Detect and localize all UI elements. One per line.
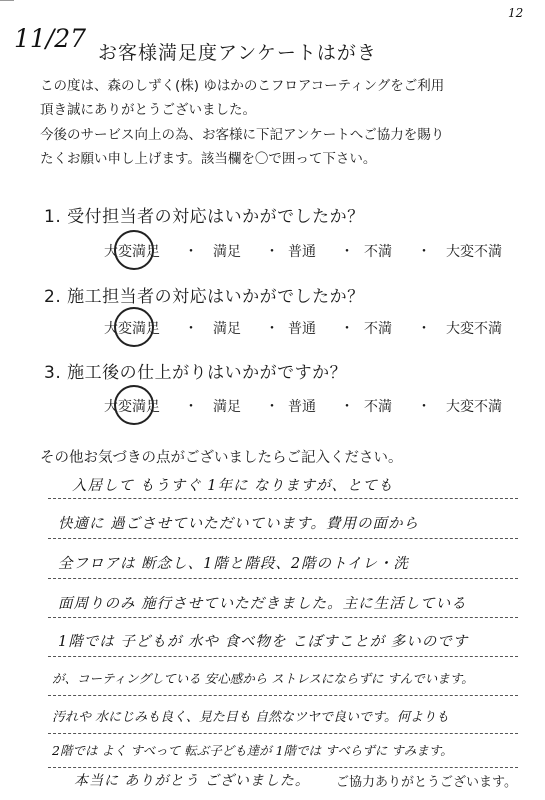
option-satisfied[interactable]: 満足: [213, 399, 241, 415]
option-satisfied[interactable]: 満足: [213, 321, 241, 337]
option-dissatisfied[interactable]: 不満: [364, 244, 392, 260]
option-separator: ・: [417, 399, 431, 415]
option-separator: ・: [265, 244, 279, 260]
handwritten-comment-line: 入居して もうすぐ 1年に なりますが、とても: [72, 478, 394, 494]
option-separator: ・: [265, 399, 279, 415]
question-2-label: 2. 施工担当者の対応はいかがでしたか？: [44, 287, 365, 307]
option-separator: ・: [184, 244, 198, 260]
option-separator: ・: [340, 399, 354, 415]
handwritten-comment-line: 2階では よく すべって 転ぶ子ども達が 1階では すべらずに すみます。: [52, 743, 453, 758]
handwritten-comment-line: 本当に ありがとう ございました。: [74, 773, 310, 789]
handwritten-comment-line: 全フロアは 断念し、1階と階段、2階のトイレ・洗: [58, 556, 409, 572]
option-neutral[interactable]: 普通: [288, 321, 316, 337]
writing-line: [48, 538, 518, 539]
option-separator: ・: [340, 244, 354, 260]
writing-line: [48, 617, 518, 618]
handwritten-comment-line: 面周りのみ 施行させていただきました。主に生活している: [58, 596, 467, 612]
thanks-note: ご協力ありがとうございます。: [336, 775, 517, 790]
handwritten-page-number: 12: [508, 6, 524, 20]
question-1-label: 1. 受付担当者の対応はいかがでしたか？: [44, 207, 365, 227]
handwritten-date: 11/27: [14, 24, 87, 53]
option-very-satisfied[interactable]: 大変満足: [104, 399, 160, 415]
writing-line: [48, 656, 518, 657]
option-very-dissatisfied[interactable]: 大変不満: [446, 399, 502, 415]
writing-line: [48, 498, 518, 499]
writing-line: [48, 695, 518, 696]
option-very-satisfied[interactable]: 大変満足: [104, 244, 160, 260]
handwritten-comment-line: 快適に 過ごさせていただいています。費用の面から: [58, 516, 419, 532]
intro-line-4: たくお願い申し上げます。該当欄を〇で囲って下さい。: [40, 151, 377, 167]
selection-circle: [114, 385, 154, 425]
option-separator: ・: [340, 321, 354, 337]
option-neutral[interactable]: 普通: [288, 244, 316, 260]
writing-line: [48, 578, 518, 579]
handwritten-comment-line: 1階では 子どもが 水や 食べ物を こぼすことが 多いのです: [58, 634, 469, 650]
option-neutral[interactable]: 普通: [288, 399, 316, 415]
option-very-satisfied[interactable]: 大変満足: [104, 321, 160, 337]
page-title: お客様満足度アンケートはがき: [98, 42, 377, 64]
handwritten-comment-line: 汚れや 水にじみも良く、見た目も 自然なツヤで良いです。何よりも: [52, 710, 449, 725]
writing-line: [48, 733, 518, 734]
option-separator: ・: [417, 244, 431, 260]
option-very-dissatisfied[interactable]: 大変不満: [446, 321, 502, 337]
option-separator: ・: [265, 321, 279, 337]
handwritten-comment-line: が、コーティングしている 安心感から ストレスにならずに すんでいます。: [52, 671, 474, 686]
option-very-dissatisfied[interactable]: 大変不満: [446, 244, 502, 260]
intro-line-1: この度は、森のしずく(株) ゆはかのこフロアコーティングをご利用: [40, 78, 445, 94]
option-satisfied[interactable]: 満足: [213, 244, 241, 260]
option-separator: ・: [417, 321, 431, 337]
option-dissatisfied[interactable]: 不満: [364, 321, 392, 337]
intro-line-3: 今後のサービス向上の為、お客様に下記アンケートへご協力を賜り: [40, 127, 445, 143]
selection-circle: [114, 307, 154, 347]
comments-label: その他お気づきの点がございましたらご記入ください。: [40, 450, 403, 466]
option-separator: ・: [184, 321, 198, 337]
intro-line-2: 頂き誠にありがとうございました。: [40, 102, 256, 118]
question-3-label: 3. 施工後の仕上がりはいかがですか？: [44, 363, 348, 383]
option-dissatisfied[interactable]: 不満: [364, 399, 392, 415]
option-separator: ・: [184, 399, 198, 415]
writing-line: [48, 767, 518, 768]
scan-edge-line: [0, 0, 14, 1]
selection-circle: [114, 230, 154, 270]
